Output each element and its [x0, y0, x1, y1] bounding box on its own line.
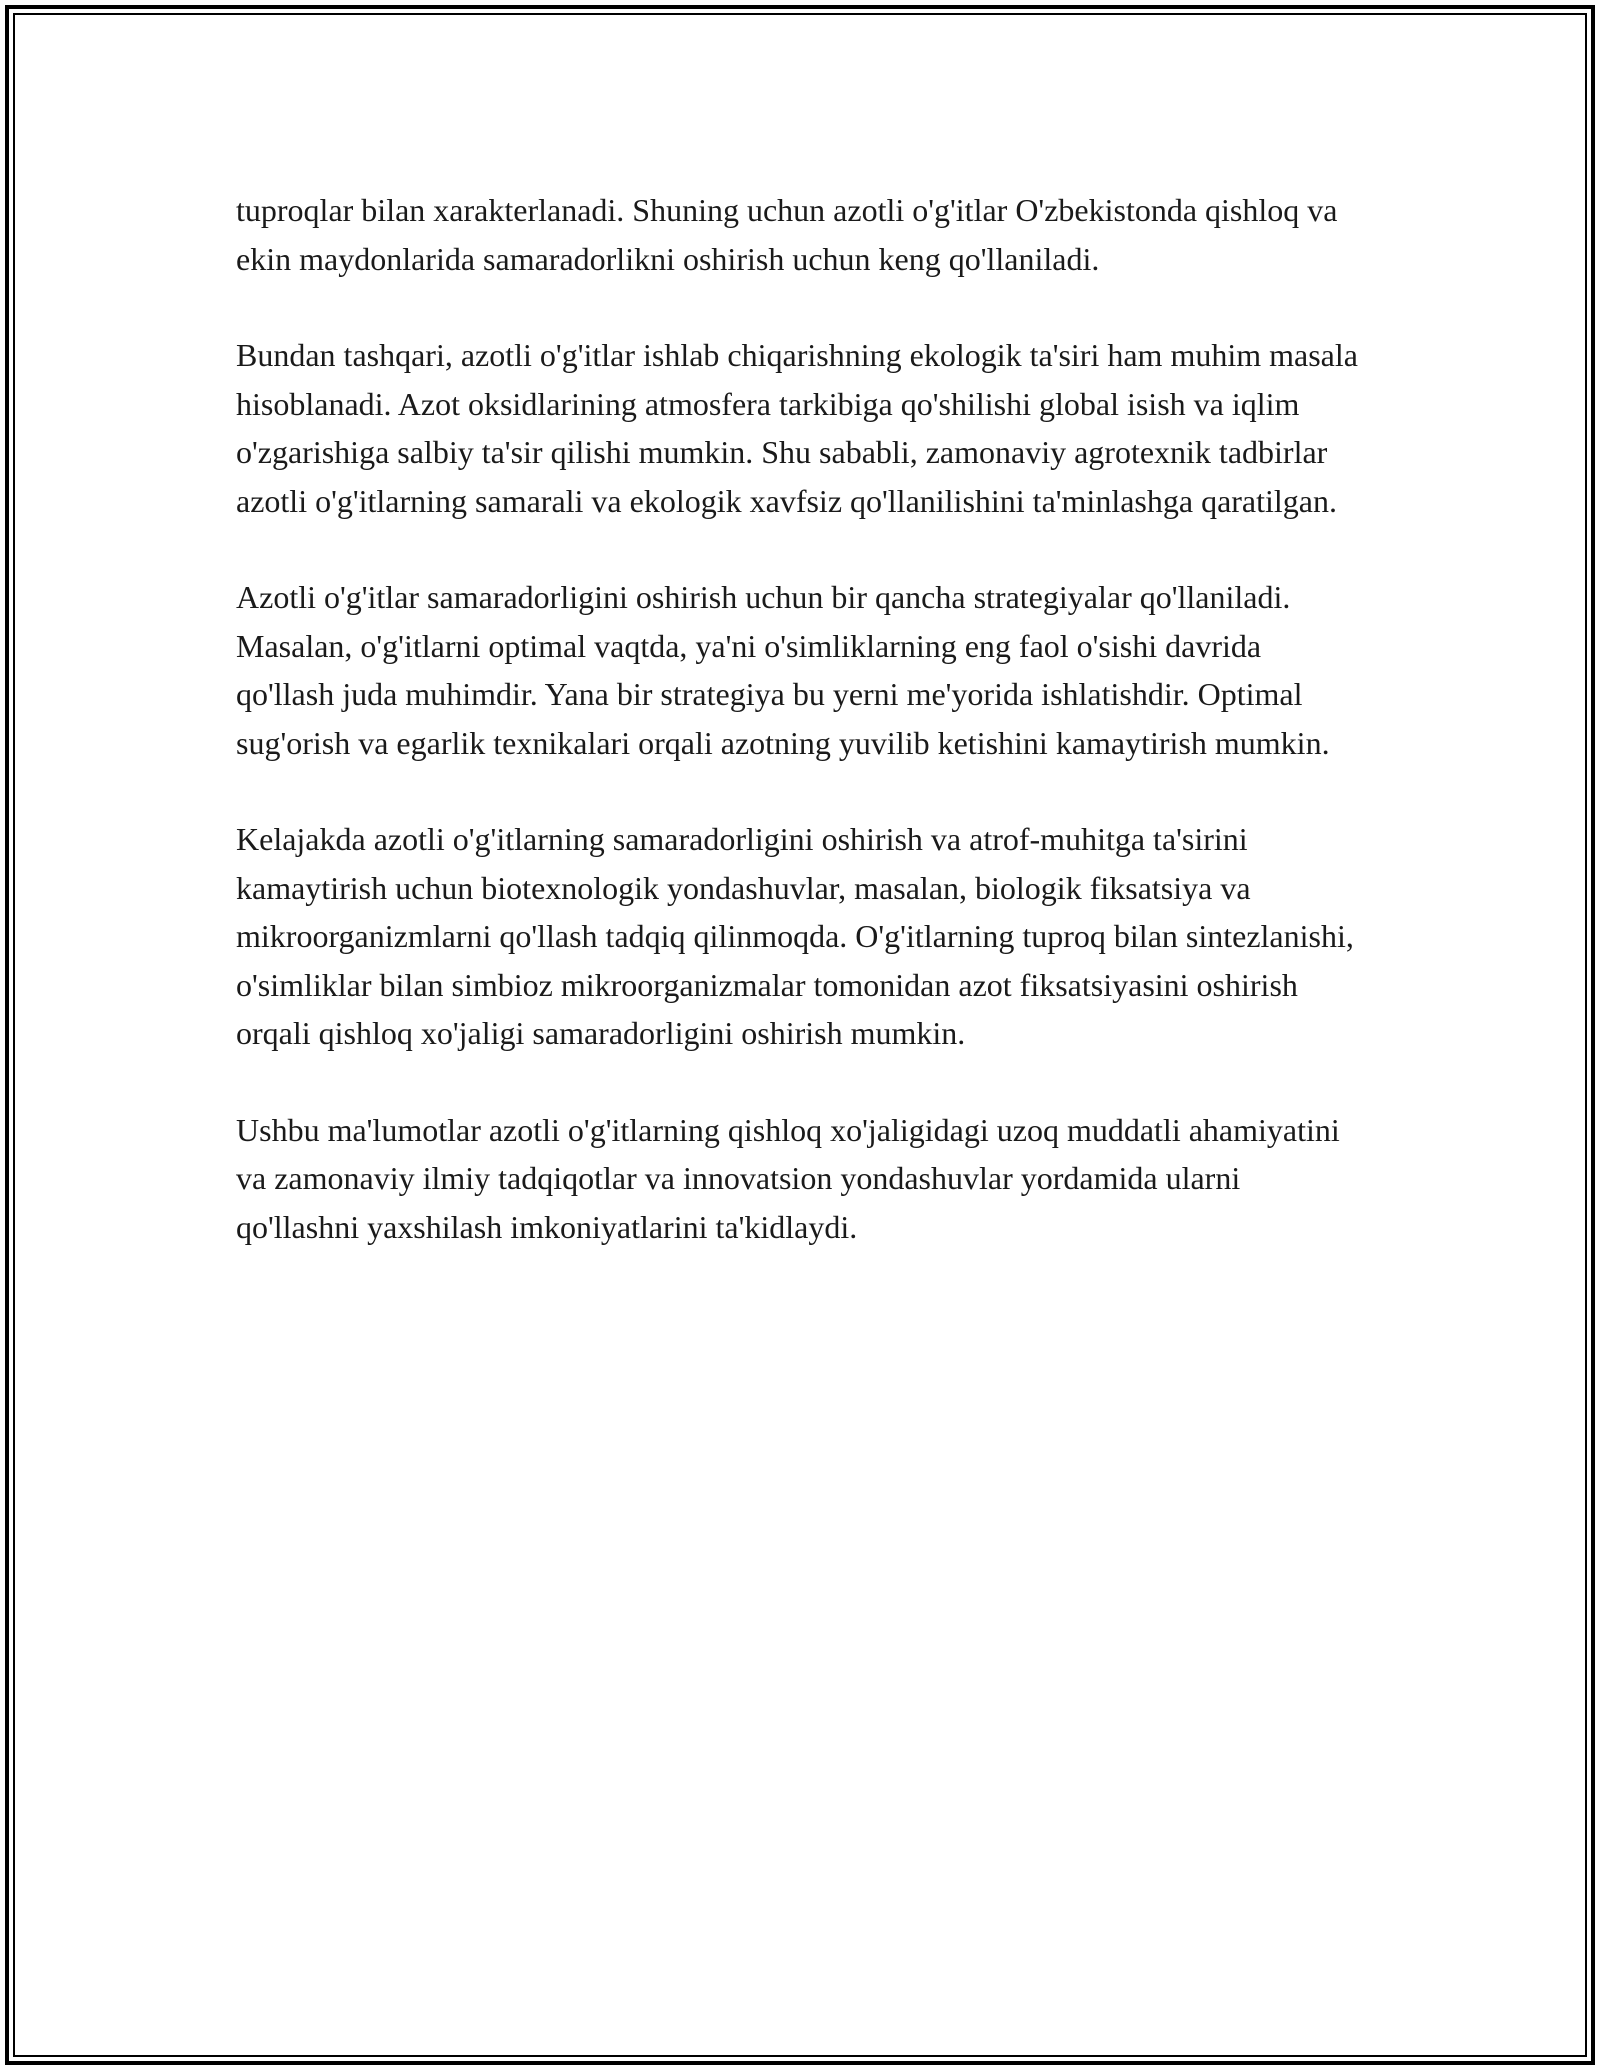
paragraph: tuproqlar bilan xarakterlanadi. Shuning uchun azotli o'g'itlar O'zbekistonda qishloq va ekin maydonlarida samaradorlikni oshirish uchun keng qo'llaniladi.: [236, 192, 1338, 277]
paragraph: Bundan tashqari, azotli o'g'itlar ishlab chiqarishning ekologik ta'siri ham muhim masala hisoblanadi. Azot oksidlarining atmosfera tarkibiga qo'shilishi global isish va iqlim o'zgarishiga salbiy ta'sir qilishi mumkin. Shu sababli, zamonaviy agrotexnik tadbirlar azotli o'g'itlarning samarali va ekologik xavfsiz qo'llanilishini ta'minlashga qaratilgan.: [236, 337, 1358, 519]
paragraph: Azotli o'g'itlar samaradorligini oshirish uchun bir qancha strategiyalar qo'llaniladi. Masalan, o'g'itlarni optimal vaqtda, ya'ni o'simliklarning eng faol o'sishi davrida qo'llash juda muhimdir. Yana bir strategiya bu yerni me'yorida ishlatishdir. Optimal sug'orish va egarlik texnikalari orqali azotning yuvilib ketishini kamaytirish mumkin.: [236, 579, 1330, 761]
document-body: [236, 186, 1366, 1299]
paragraph: Ushbu ma'lumotlar azotli o'g'itlarning qishloq xo'jaligidagi uzoq muddatli ahamiyatini va zamonaviy ilmiy tadqiqotlar va innovatsion yondashuvlar yordamida ularni qo'llashni yaxshilash imkoniyatlarini ta'kidlaydi.: [236, 1111, 1340, 1245]
paragraph: Kelajakda azotli o'g'itlarning samaradorligini oshirish va atrof-muhitga ta'sirini kamaytirish uchun biotexnologik yondashuvlar, masalan, biologik fiksatsiya va mikroorganizmlarni qo'llash tadqiq qilinmoqda. O'g'itlarning tuproq bilan sintezlanishi, o'simliklar bilan simbioz mikroorganizmalar tomonidan azot fiksatsiyasini oshirish orqali qishloq xo'jaligi samaradorligini oshirish mumkin.: [236, 821, 1354, 1051]
